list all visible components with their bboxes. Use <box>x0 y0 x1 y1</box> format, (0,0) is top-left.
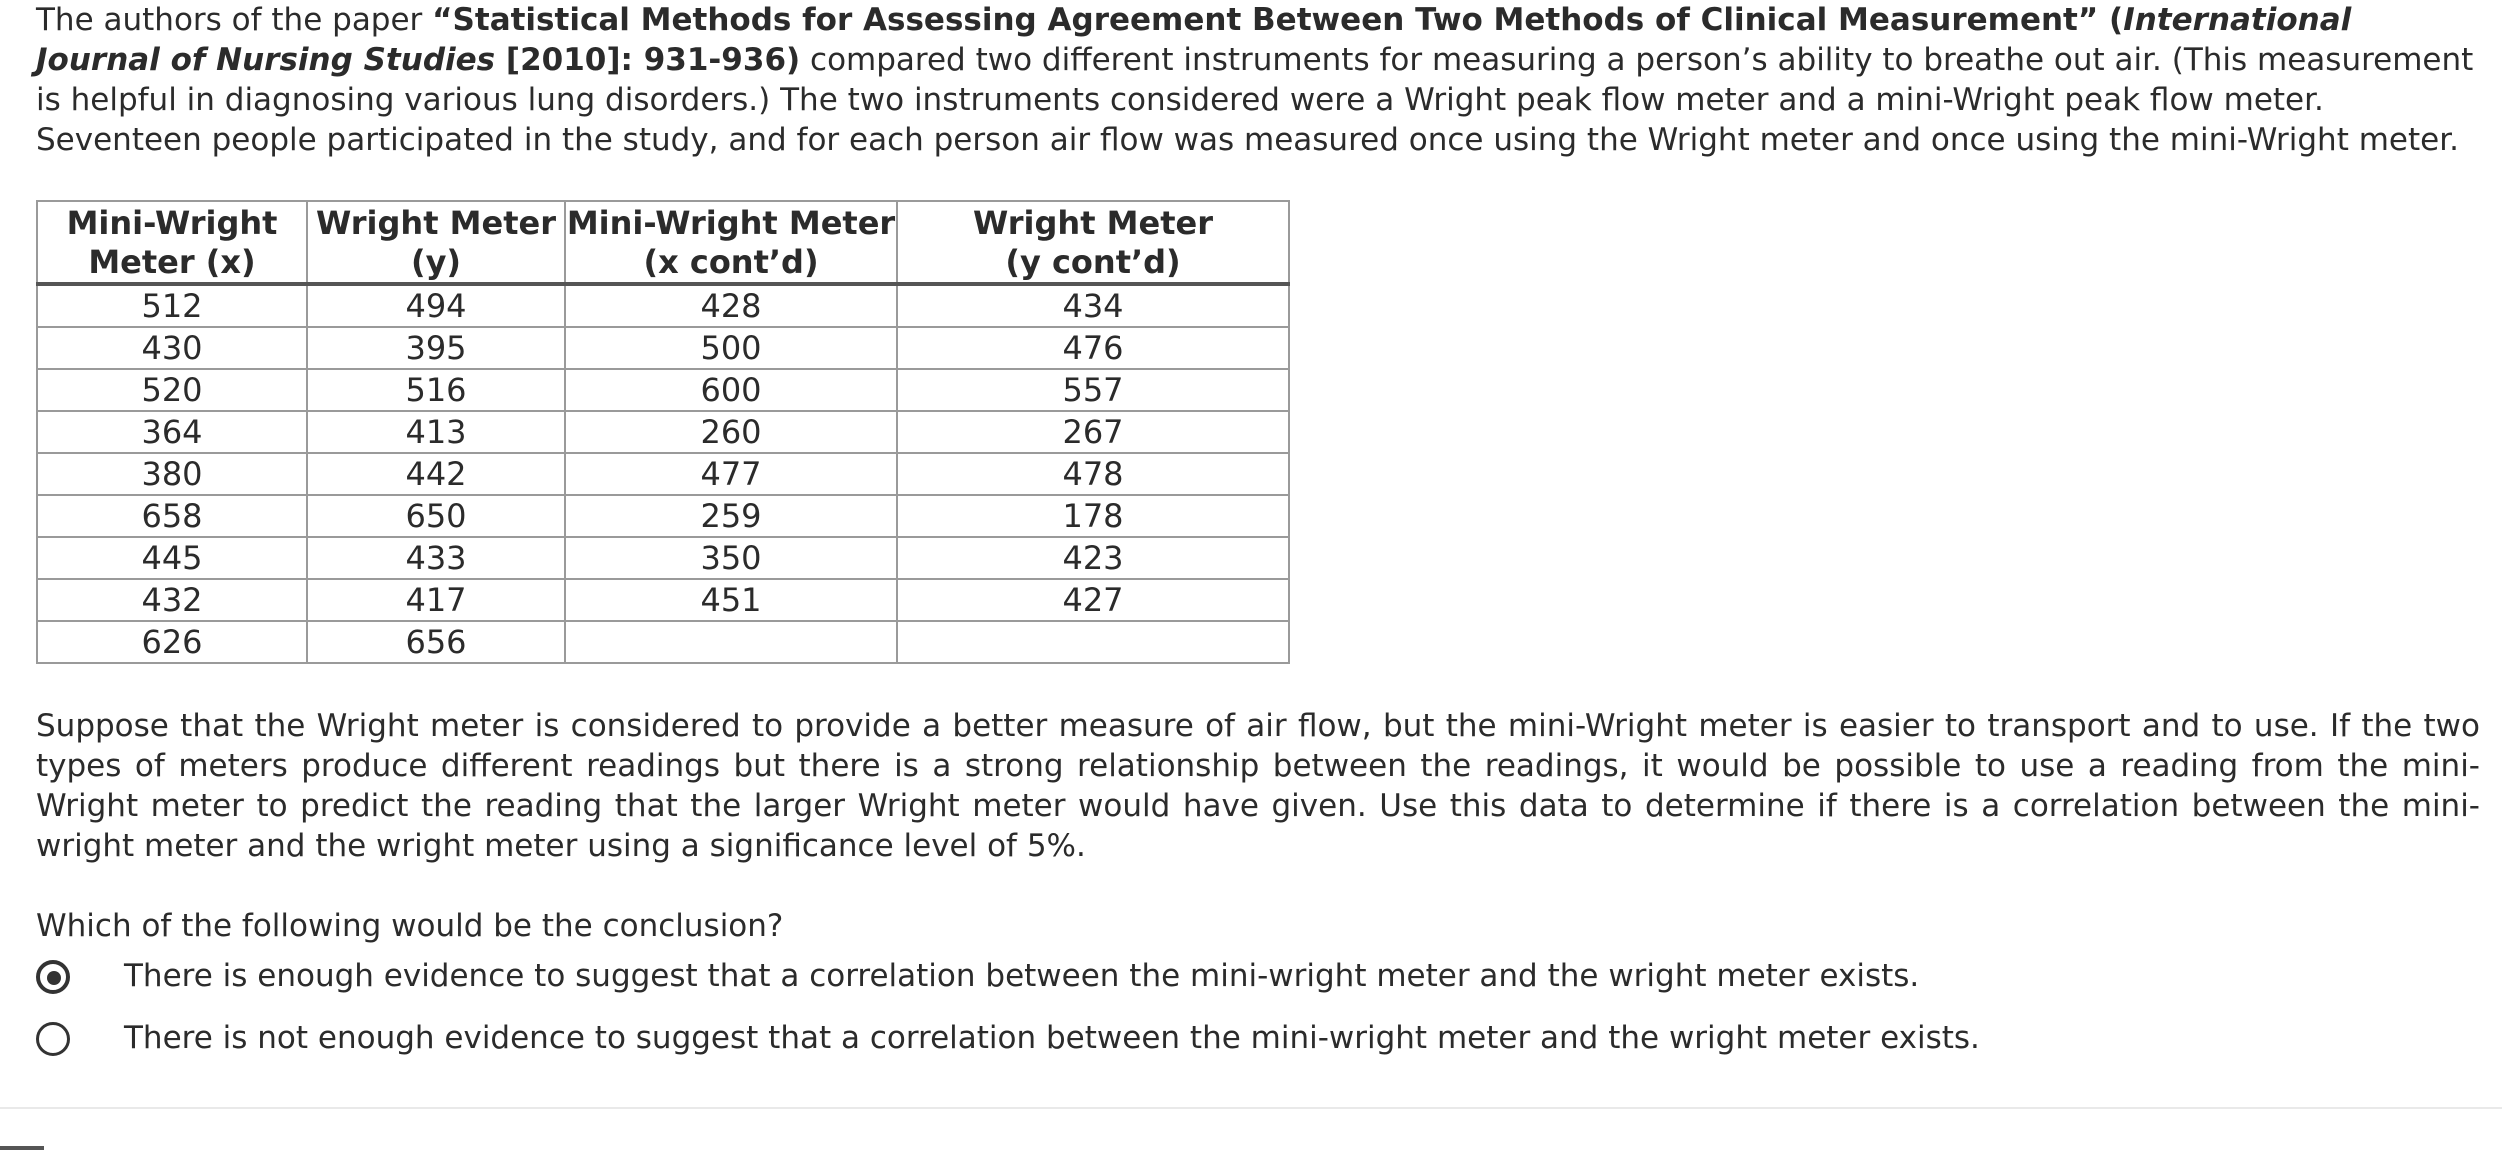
table-cell: 267 <box>897 411 1289 453</box>
header-line: Mini-Wright <box>66 204 278 242</box>
table-cell: 476 <box>897 327 1289 369</box>
table-cell: 477 <box>565 453 897 495</box>
journal-citation: [2010]: 931-936) <box>495 42 801 78</box>
table-cell: 451 <box>565 579 897 621</box>
divider <box>0 1146 44 1150</box>
answer-option-not-enough-evidence[interactable] <box>36 1014 2476 1070</box>
table-cell: 516 <box>307 369 565 411</box>
table-cell: 380 <box>37 453 307 495</box>
header-line: (y) <box>410 243 462 281</box>
header-wright-y-contd <box>897 201 1289 284</box>
table-cell: 600 <box>565 369 897 411</box>
intro-text-rest: compared two different instruments for measuring a person’s ability to breathe out air. (This measurement is helpful in diagnosing various lung disorders.) The two instruments considered were a Wright peak flow meter and a mini-Wright peak flow meter. Seventeen people participated in the study, and for each person air flow was measured once using the Wright meter and once using the mini-Wright meter. <box>36 42 2474 158</box>
intro-text-start: The authors of the paper <box>36 2 433 38</box>
table-cell: 520 <box>37 369 307 411</box>
table-cell: 432 <box>37 579 307 621</box>
table-row <box>37 327 1289 369</box>
table-cell: 434 <box>897 284 1289 327</box>
header-wright-y <box>307 201 565 284</box>
table-row <box>37 369 1289 411</box>
table-row <box>37 537 1289 579</box>
table-header-row <box>37 201 1289 284</box>
table-row <box>37 621 1289 663</box>
table-cell: 423 <box>897 537 1289 579</box>
header-line: (x cont’d) <box>643 243 819 281</box>
header-line: (y cont’d) <box>1005 243 1181 281</box>
problem-paragraph: Suppose that the Wright meter is considered to provide a better measure of air flow, but the mini-Wright meter is easier to transport and to use. If the two types of meters produce different readings but there is a strong relationship between the readings, it would be possible to use a reading from the mini-Wright meter to predict the reading that the larger Wright meter would have given. Use this data to determine if there is a correlation between the mini-wright meter and the wright meter using a significance level of 5%. <box>36 708 2480 864</box>
option-label[interactable]: There is enough evidence to suggest that a correlation between the mini-wright meter and the wright meter exists. <box>124 958 1920 994</box>
table-row <box>37 495 1289 537</box>
table-row <box>37 284 1289 327</box>
paper-title: “Statistical Methods for Assessing Agreement Between Two Methods of Clinical Measurement” ( <box>432 2 2124 38</box>
table-cell: 260 <box>565 411 897 453</box>
table-cell: 178 <box>897 495 1289 537</box>
table-cell: 656 <box>307 621 565 663</box>
table-cell: 364 <box>37 411 307 453</box>
table-cell: 433 <box>307 537 565 579</box>
table-cell: 428 <box>565 284 897 327</box>
table-cell: 650 <box>307 495 565 537</box>
header-line: Mini-Wright Meter <box>566 204 896 242</box>
data-table <box>36 200 1290 664</box>
table-cell: 417 <box>307 579 565 621</box>
table-row <box>37 579 1289 621</box>
option-label[interactable]: There is not enough evidence to suggest that a correlation between the mini-wright meter and the wright meter exists. <box>124 1020 1980 1056</box>
table-cell: 259 <box>565 495 897 537</box>
answer-option-enough-evidence[interactable] <box>36 952 2476 1008</box>
header-mini-wright-x <box>37 201 307 284</box>
table-cell: 626 <box>37 621 307 663</box>
table-cell: 442 <box>307 453 565 495</box>
table-cell: 395 <box>307 327 565 369</box>
radio-button-selected[interactable] <box>36 960 70 994</box>
table-row <box>37 411 1289 453</box>
table-cell: 413 <box>307 411 565 453</box>
table-cell: 427 <box>897 579 1289 621</box>
header-line: Meter (x) <box>88 243 256 281</box>
question-content <box>36 0 2480 1070</box>
table-cell <box>897 621 1289 663</box>
header-mini-wright-x-contd <box>565 201 897 284</box>
header-line: Wright Meter <box>973 204 1213 242</box>
divider <box>0 1107 2502 1109</box>
table-cell: 350 <box>565 537 897 579</box>
table-cell: 500 <box>565 327 897 369</box>
radio-button[interactable] <box>36 1022 70 1056</box>
question-prompt: Which of the following would be the conclusion? <box>36 908 784 944</box>
table-cell: 658 <box>37 495 307 537</box>
table-cell <box>565 621 897 663</box>
table-row <box>37 453 1289 495</box>
journal-name: International Journal of Nursing Studies <box>36 2 2352 78</box>
table-cell: 494 <box>307 284 565 327</box>
table-cell: 478 <box>897 453 1289 495</box>
table-cell: 445 <box>37 537 307 579</box>
header-line: Wright Meter <box>316 204 556 242</box>
intro-paragraph <box>36 0 2476 160</box>
table-cell: 512 <box>37 284 307 327</box>
table-cell: 430 <box>37 327 307 369</box>
table-cell: 557 <box>897 369 1289 411</box>
